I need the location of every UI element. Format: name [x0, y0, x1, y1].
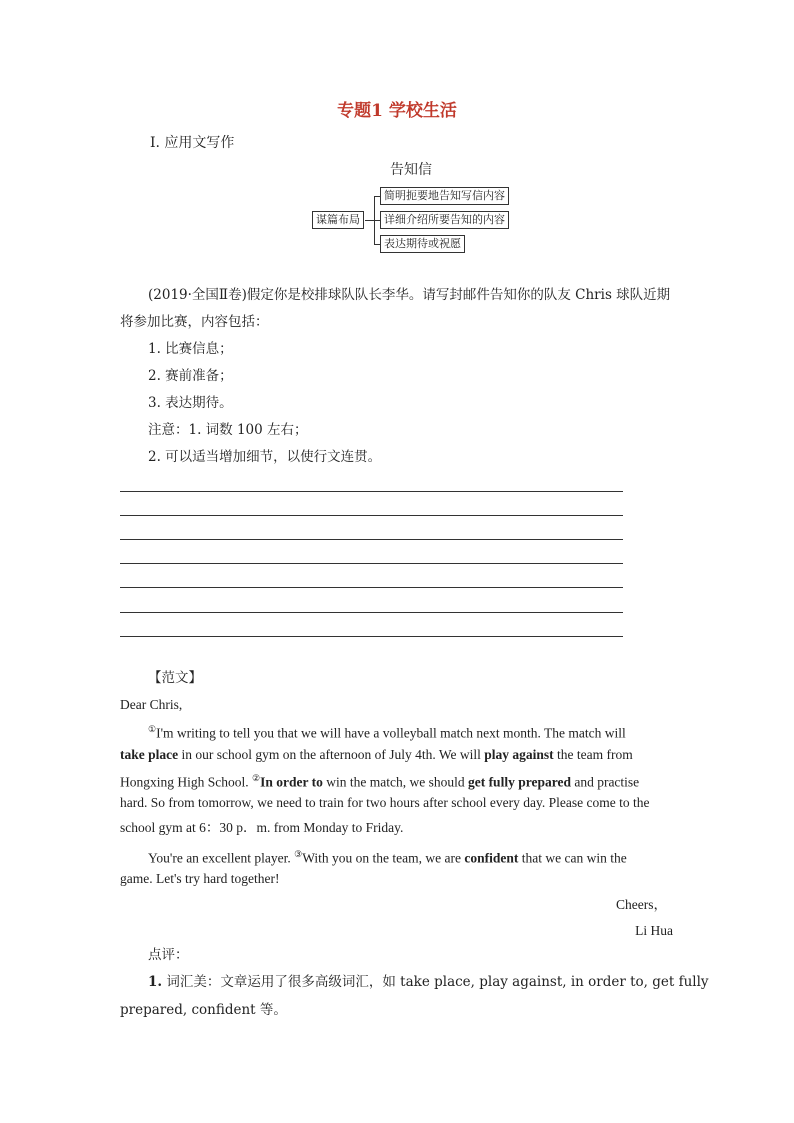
- prompt-line: (2019·全国Ⅱ卷)假定你是校排球队队长李华。请写封邮件告知你的队友 Chris 球队近期: [148, 287, 671, 303]
- writing-line: [120, 539, 623, 540]
- page-title: 专题1 学校生活: [337, 101, 457, 121]
- writing-line: [120, 612, 623, 613]
- essay-greeting: Dear Chris,: [120, 697, 183, 712]
- sample-label: 【范文】: [148, 670, 202, 686]
- marker: ③: [294, 849, 303, 859]
- key-phrase: get fully prepared: [467, 774, 571, 790]
- writing-line: [120, 515, 623, 516]
- key-phrase: confident: [464, 850, 519, 866]
- comment-line: prepared, confident 等。: [120, 1002, 287, 1018]
- comment-label: 点评：: [148, 947, 189, 963]
- diagram-branch-box: 详细介绍所要告知的内容: [380, 211, 509, 229]
- marker: ①: [148, 724, 157, 734]
- writing-line: [120, 491, 623, 492]
- key-phrase: play against: [484, 747, 554, 762]
- prompt-note: 注意：1. 词数 100 左右；: [148, 422, 308, 438]
- prompt-note: 2. 可以适当增加细节，以使行文连贯。: [148, 449, 382, 465]
- essay-line: You're an excellent player. ③With you on the team, we are confident that we can win the: [148, 849, 627, 866]
- prompt-line: 将参加比赛，内容包括：: [120, 314, 269, 330]
- essay-line: game. Let's try hard together!: [120, 871, 280, 886]
- section-heading: Ⅰ. 应用文写作: [150, 135, 235, 151]
- essay-closing: Cheers，: [616, 897, 667, 912]
- diagram-branch-box: 表达期待或祝愿: [380, 235, 465, 253]
- writing-line: [120, 563, 623, 564]
- essay-line: hard. So from tomorrow, we need to train for two hours after school every day. Please come to the: [120, 795, 650, 810]
- prompt-item: 1. 比赛信息；: [148, 341, 233, 357]
- key-phrase: take place: [120, 747, 179, 762]
- diagram-root-box: 谋篇布局: [312, 211, 364, 229]
- essay-line: school gym at 6：30 p．m. from Monday to Friday.: [120, 820, 404, 835]
- essay-signature: Li Hua: [635, 923, 673, 938]
- key-phrase: In order to: [260, 774, 323, 790]
- writing-line: [120, 636, 623, 637]
- comment-line: 1. 词汇美：文章运用了很多高级词汇，如 take place, play against, in order to, get fully: [148, 974, 709, 990]
- diagram-title: 告知信: [390, 162, 432, 178]
- essay-line: Hongxing High School. ②In order to win the match, we should get fully prepared and practise: [120, 773, 640, 790]
- essay-line: ①I'm writing to tell you that we will have a volleyball match next month. The match will: [148, 724, 626, 741]
- prompt-item: 2. 赛前准备；: [148, 368, 233, 384]
- prompt-item: 3. 表达期待。: [148, 395, 233, 411]
- essay-line: take place in our school gym on the afternoon of July 4th. We will play against the team from: [120, 747, 633, 762]
- diagram-connector: [365, 220, 374, 221]
- writing-line: [120, 587, 623, 588]
- diagram-branch-box: 简明扼要地告知写信内容: [380, 187, 509, 205]
- marker: ②: [252, 773, 261, 783]
